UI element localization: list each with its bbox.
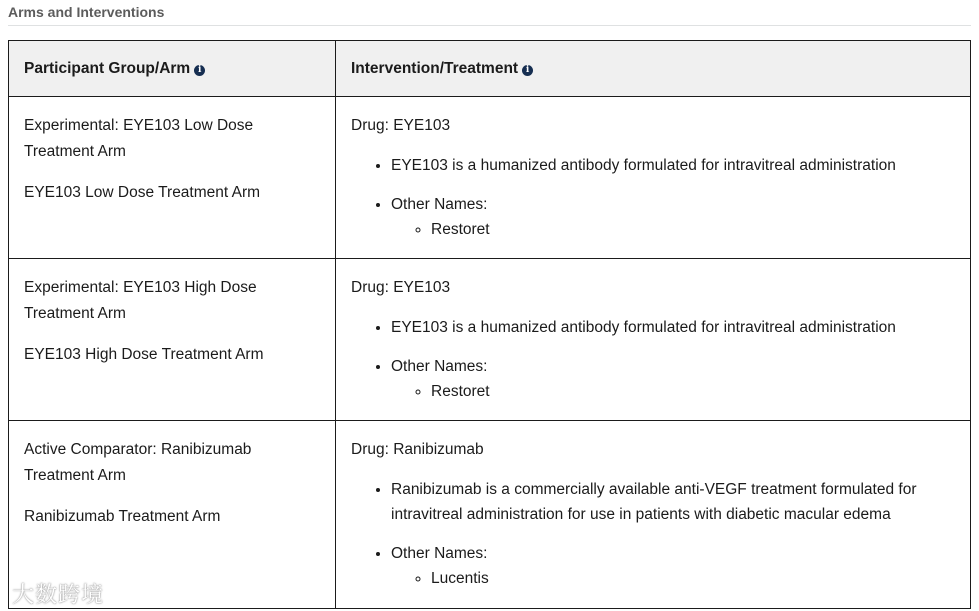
- table-header: [9, 41, 971, 97]
- section-title: Arms and Interventions: [8, 4, 165, 20]
- other-names-item: [391, 354, 955, 404]
- arm-title: Experimental: EYE103 High Dose Treatment Arm: [24, 279, 257, 322]
- other-names-label: Other Names:: [391, 358, 488, 375]
- drug-name: Drug: Ranibizumab: [351, 441, 484, 458]
- other-name: ◦ Lucentis: [431, 566, 955, 591]
- table-row: [9, 97, 971, 259]
- arm-description: EYE103 High Dose Treatment Arm: [24, 346, 264, 363]
- arms-table: [8, 40, 971, 609]
- divider: [8, 25, 971, 26]
- other-names-label: Other Names:: [391, 196, 488, 213]
- other-names-sublist: [391, 566, 955, 591]
- arm-title: Active Comparator: Ranibizumab Treatment Arm: [24, 441, 252, 484]
- other-names-list: [351, 192, 955, 242]
- drug-name: Drug: EYE103: [351, 117, 451, 134]
- other-names-item: [391, 541, 955, 591]
- other-names-item: [391, 192, 955, 242]
- watermark: 大数跨境: [12, 582, 105, 607]
- arm-description: EYE103 Low Dose Treatment Arm: [24, 184, 261, 201]
- drug-details: [351, 477, 955, 527]
- other-name: ◦ Restoret: [431, 379, 955, 404]
- other-names-list: [351, 541, 955, 591]
- other-name: ◦ Restoret: [431, 217, 955, 242]
- intervention-cell: [336, 421, 971, 609]
- table-row: [9, 259, 971, 421]
- drug-details: [351, 315, 955, 340]
- header-arm-label: Participant Group/Arm: [24, 59, 191, 77]
- header-arm: [9, 41, 336, 97]
- other-names-sublist: [391, 217, 955, 242]
- drug-description: • EYE103 is a humanized antibody formulated for intravitreal administration: [391, 315, 955, 340]
- drug-description: • Ranibizumab is a commercially available anti-VEGF treatment formulated for intravitreal administration for use in patients with diabetic macular edema: [391, 477, 955, 527]
- header-intervention-label: Intervention/Treatment: [351, 59, 519, 77]
- arm-title: Experimental: EYE103 Low Dose Treatment Arm: [24, 117, 254, 160]
- intervention-cell: [336, 97, 971, 259]
- arm-cell: [9, 97, 336, 259]
- intervention-cell: [336, 259, 971, 421]
- drug-description: • EYE103 is a humanized antibody formulated for intravitreal administration: [391, 153, 955, 178]
- table-row: [9, 421, 971, 609]
- other-names-label: Other Names:: [391, 545, 488, 562]
- header-intervention: [336, 41, 971, 97]
- info-icon[interactable]: i: [194, 65, 205, 76]
- arm-description: Ranibizumab Treatment Arm: [24, 508, 221, 525]
- drug-name: Drug: EYE103: [351, 279, 451, 296]
- other-names-sublist: [391, 379, 955, 404]
- other-names-list: [351, 354, 955, 404]
- info-icon[interactable]: i: [522, 65, 533, 76]
- arm-cell: [9, 259, 336, 421]
- drug-details: [351, 153, 955, 178]
